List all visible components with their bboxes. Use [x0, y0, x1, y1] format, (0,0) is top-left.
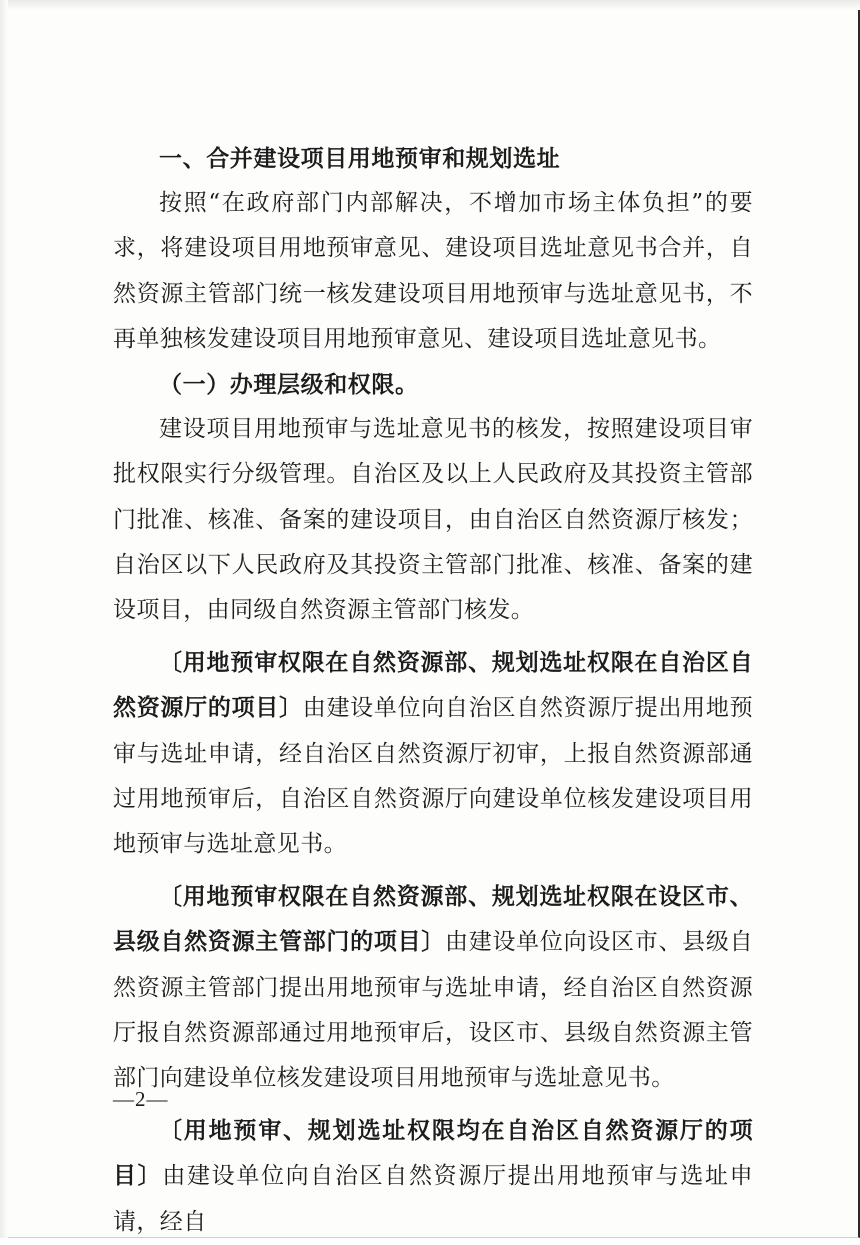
section-heading: 一、合并建设项目用地预审和规划选址 — [159, 145, 561, 172]
scan-shadow-left — [0, 0, 8, 1238]
case-title: 〔用地预审权限在自然资源部、规划选址权限在设区市、县级自然资源主管部门的项目〕 — [113, 884, 753, 956]
subsection-heading: （一）办理层级和权限。 — [159, 371, 419, 399]
intro-paragraph: 按照“在政府部门内部解决，不增加市场主体负担”的要求，将建设项目用地预审意见、建设项目选址意见书合并，自然资源主管部门统一核发建设项目用地预审与选址意见书，不再单独核发建设项目用地预审意见、建设项目选址意见书。 — [113, 190, 753, 352]
document-body — [113, 136, 753, 1245]
case-title: 〔用地预审权限在自然资源部、规划选址权限在自治区自然资源厅的项目〕 — [113, 650, 753, 722]
case-paragraph — [113, 875, 753, 1101]
case-title: 〔用地预审、规划选址权限均在自治区自然资源厅的项目〕 — [113, 1118, 753, 1190]
case-body: 由建设单位向自治区自然资源厅提出用地预审与选址申请，经自治区自然资源厅初审，上报自然资源部通过用地预审后，自治区自然资源厅向建设单位核发建设项目用地预审与选址意见书。 — [113, 695, 754, 858]
subsection-paragraph: 建设项目用地预审与选址意见书的核发，按照建设项目审批权限实行分级管理。自治区及以上人民政府及其投资主管部门批准、核准、备案的建设项目，由自治区自然资源厅核发；自治区以下人民政府及其投资主管部门批准、核准、备案的建设项目，由同级自然资源主管部门核发。 — [113, 416, 753, 624]
case-paragraph — [113, 641, 753, 867]
case-body: 由建设单位向设区市、县级自然资源主管部门提出用地预审与选址申请，经自治区自然资源厅报自然资源部通过用地预审后，设区市、县级自然资源主管部门向建设单位核发建设项目用地预审与选址意见书。 — [113, 929, 753, 1092]
scan-shadow-top — [0, 0, 860, 10]
page-number: —2— — [113, 1087, 169, 1111]
case-paragraph — [113, 1109, 753, 1245]
case-body: 由建设单位向自治区自然资源厅提出用地预审与选址申请，经自 — [113, 1163, 753, 1235]
